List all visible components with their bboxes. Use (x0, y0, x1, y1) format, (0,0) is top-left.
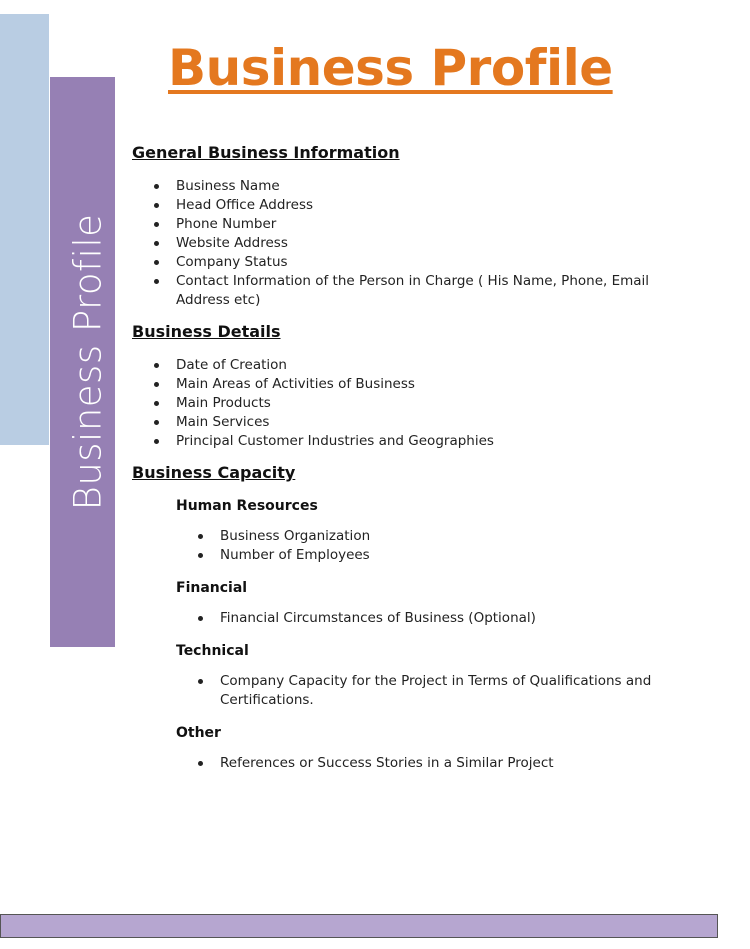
list-item: Contact Information of the Person in Charge ( His Name, Phone, Email Address etc) (132, 272, 692, 310)
list-item: Main Products (132, 394, 692, 413)
technical-list (132, 672, 692, 710)
vertical-side-title: Business Profile (66, 213, 110, 511)
section-heading-business-capacity: Business Capacity (132, 463, 296, 482)
business-details-list (132, 356, 692, 451)
document-body (132, 143, 692, 787)
subheading-technical: Technical (176, 643, 249, 659)
list-item: Date of Creation (132, 356, 692, 375)
other-list (132, 754, 692, 773)
list-item: Company Capacity for the Project in Terms of Qualifications and Certifications. (132, 672, 692, 710)
section-heading-general-info: General Business Information (132, 143, 400, 162)
general-info-list (132, 177, 692, 310)
subheading-financial: Financial (176, 580, 248, 596)
decorative-blue-band (0, 14, 49, 445)
subheading-human-resources: Human Resources (176, 498, 318, 514)
list-item: Principal Customer Industries and Geographies (132, 432, 692, 451)
list-item: Head Office Address (132, 196, 692, 215)
human-resources-list (132, 527, 692, 565)
list-item: Business Organization (132, 527, 692, 546)
list-item: References or Success Stories in a Similar Project (132, 754, 692, 773)
footer-bar (0, 914, 718, 938)
section-heading-business-details: Business Details (132, 322, 281, 341)
list-item: Main Areas of Activities of Business (132, 375, 692, 394)
financial-list (132, 609, 692, 628)
subheading-other: Other (176, 725, 221, 741)
list-item: Website Address (132, 234, 692, 253)
list-item: Phone Number (132, 215, 692, 234)
list-item: Company Status (132, 253, 692, 272)
list-item: Business Name (132, 177, 692, 196)
page-title: Business Profile (168, 39, 613, 97)
list-item: Financial Circumstances of Business (Optional) (132, 609, 692, 628)
list-item: Number of Employees (132, 546, 692, 565)
list-item: Main Services (132, 413, 692, 432)
